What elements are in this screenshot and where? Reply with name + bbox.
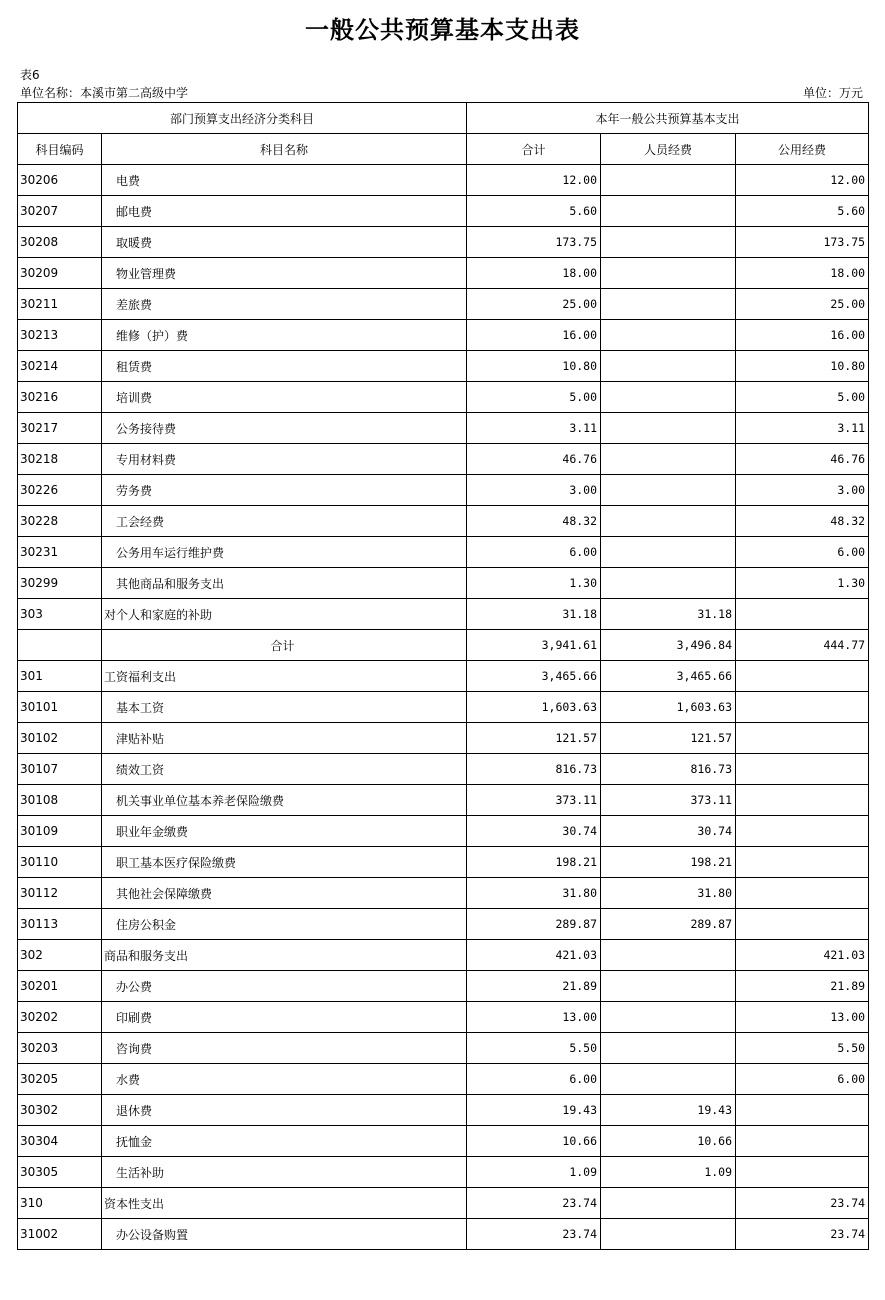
header-code: 科目编码 (18, 134, 102, 165)
row-name: 退休费 (102, 1095, 467, 1126)
row-public (736, 661, 869, 692)
row-name: 物业管理费 (102, 258, 467, 289)
row-public (736, 1157, 869, 1188)
row-code: 30304 (18, 1126, 102, 1157)
row-personnel (601, 537, 736, 568)
table-row (18, 568, 869, 599)
row-total: 816.73 (467, 754, 601, 785)
row-total: 31.18 (467, 599, 601, 630)
table-row (18, 878, 869, 909)
budget-table (17, 102, 869, 1250)
row-code: 30107 (18, 754, 102, 785)
row-public (736, 1095, 869, 1126)
row-code: 302 (18, 940, 102, 971)
row-name: 公务用车运行维护费 (102, 537, 467, 568)
row-public: 421.03 (736, 940, 869, 971)
row-public (736, 847, 869, 878)
row-personnel (601, 196, 736, 227)
row-name: 差旅费 (102, 289, 467, 320)
header-column-row (18, 134, 869, 165)
row-code: 30217 (18, 413, 102, 444)
row-name: 培训费 (102, 382, 467, 413)
currency-unit: 单位：万元 (802, 86, 863, 100)
row-personnel (601, 258, 736, 289)
row-code: 30207 (18, 196, 102, 227)
table-row (18, 537, 869, 568)
row-total: 48.32 (467, 506, 601, 537)
header-personnel: 人员经费 (601, 134, 736, 165)
row-total: 373.11 (467, 785, 601, 816)
row-name: 劳务费 (102, 475, 467, 506)
row-name: 工会经费 (102, 506, 467, 537)
row-public: 6.00 (736, 1064, 869, 1095)
row-total: 3.11 (467, 413, 601, 444)
table-row (18, 661, 869, 692)
row-public (736, 785, 869, 816)
row-personnel: 289.87 (601, 909, 736, 940)
row-code: 30110 (18, 847, 102, 878)
row-code: 30305 (18, 1157, 102, 1188)
row-code: 30214 (18, 351, 102, 382)
row-public (736, 816, 869, 847)
row-code: 310 (18, 1188, 102, 1219)
row-public (736, 878, 869, 909)
table-row (18, 196, 869, 227)
table-row (18, 506, 869, 537)
row-total: 5.60 (467, 196, 601, 227)
table-row (18, 1002, 869, 1033)
row-name: 维修（护）费 (102, 320, 467, 351)
row-total: 421.03 (467, 940, 601, 971)
row-personnel (601, 971, 736, 1002)
row-total: 19.43 (467, 1095, 601, 1126)
row-code: 30216 (18, 382, 102, 413)
row-code: 301 (18, 661, 102, 692)
table-row (18, 227, 869, 258)
row-personnel: 3,465.66 (601, 661, 736, 692)
table-row (18, 940, 869, 971)
row-public: 18.00 (736, 258, 869, 289)
row-personnel: 10.66 (601, 1126, 736, 1157)
row-code: 30101 (18, 692, 102, 723)
row-code: 30108 (18, 785, 102, 816)
row-name: 住房公积金 (102, 909, 467, 940)
row-personnel: 373.11 (601, 785, 736, 816)
row-name: 水费 (102, 1064, 467, 1095)
row-total: 10.80 (467, 351, 601, 382)
row-name: 工资福利支出 (102, 661, 467, 692)
header-total: 合计 (467, 134, 601, 165)
row-code: 30226 (18, 475, 102, 506)
row-name: 办公设备购置 (102, 1219, 467, 1250)
row-personnel (601, 289, 736, 320)
row-code (18, 630, 102, 661)
row-total: 30.74 (467, 816, 601, 847)
row-public: 5.50 (736, 1033, 869, 1064)
row-personnel (601, 351, 736, 382)
row-public: 12.00 (736, 165, 869, 196)
row-public (736, 1126, 869, 1157)
row-total: 10.66 (467, 1126, 601, 1157)
row-code: 30208 (18, 227, 102, 258)
row-code: 30109 (18, 816, 102, 847)
table-row (18, 909, 869, 940)
row-public: 1.30 (736, 568, 869, 599)
row-name: 资本性支出 (102, 1188, 467, 1219)
row-name: 商品和服务支出 (102, 940, 467, 971)
row-name: 基本工资 (102, 692, 467, 723)
row-personnel (601, 444, 736, 475)
row-public (736, 723, 869, 754)
table-row (18, 258, 869, 289)
table-row (18, 165, 869, 196)
row-public: 6.00 (736, 537, 869, 568)
row-code: 30209 (18, 258, 102, 289)
table-row (18, 382, 869, 413)
row-code: 30202 (18, 1002, 102, 1033)
row-total: 1.30 (467, 568, 601, 599)
row-name: 绩效工资 (102, 754, 467, 785)
row-public: 46.76 (736, 444, 869, 475)
table-row (18, 1126, 869, 1157)
header-group-left: 部门预算支出经济分类科目 (18, 103, 467, 134)
row-personnel (601, 382, 736, 413)
table-row (18, 692, 869, 723)
row-personnel (601, 475, 736, 506)
row-personnel (601, 568, 736, 599)
row-total: 16.00 (467, 320, 601, 351)
table-row (18, 475, 869, 506)
table-row (18, 1095, 869, 1126)
row-code: 30203 (18, 1033, 102, 1064)
row-personnel: 30.74 (601, 816, 736, 847)
row-personnel (601, 320, 736, 351)
table-row (18, 351, 869, 382)
row-public: 16.00 (736, 320, 869, 351)
table-row (18, 785, 869, 816)
row-public: 3.00 (736, 475, 869, 506)
row-personnel (601, 940, 736, 971)
row-name: 咨询费 (102, 1033, 467, 1064)
row-public: 13.00 (736, 1002, 869, 1033)
row-personnel (601, 506, 736, 537)
row-name: 津贴补贴 (102, 723, 467, 754)
row-name: 抚恤金 (102, 1126, 467, 1157)
row-code: 30218 (18, 444, 102, 475)
row-total: 5.50 (467, 1033, 601, 1064)
table-row (18, 599, 869, 630)
row-total: 21.89 (467, 971, 601, 1002)
row-code: 30102 (18, 723, 102, 754)
table-row (18, 320, 869, 351)
table-row (18, 1064, 869, 1095)
row-public: 444.77 (736, 630, 869, 661)
row-public (736, 692, 869, 723)
row-personnel (601, 1002, 736, 1033)
row-total: 6.00 (467, 1064, 601, 1095)
row-total: 173.75 (467, 227, 601, 258)
row-code: 30206 (18, 165, 102, 196)
row-total: 25.00 (467, 289, 601, 320)
row-public (736, 909, 869, 940)
row-total: 46.76 (467, 444, 601, 475)
row-name: 办公费 (102, 971, 467, 1002)
row-public: 5.60 (736, 196, 869, 227)
row-personnel (601, 413, 736, 444)
row-personnel (601, 1188, 736, 1219)
row-name: 邮电费 (102, 196, 467, 227)
table-row (18, 816, 869, 847)
row-personnel: 816.73 (601, 754, 736, 785)
row-name: 其他商品和服务支出 (102, 568, 467, 599)
table-row (18, 1157, 869, 1188)
row-total: 3,465.66 (467, 661, 601, 692)
row-public: 21.89 (736, 971, 869, 1002)
table-number: 表6 (20, 68, 40, 82)
row-name: 公务接待费 (102, 413, 467, 444)
row-public (736, 599, 869, 630)
row-personnel (601, 1033, 736, 1064)
row-public: 173.75 (736, 227, 869, 258)
row-public: 25.00 (736, 289, 869, 320)
header-public: 公用经费 (736, 134, 869, 165)
row-total: 5.00 (467, 382, 601, 413)
row-public: 5.00 (736, 382, 869, 413)
row-code: 30231 (18, 537, 102, 568)
row-code: 30205 (18, 1064, 102, 1095)
row-name: 电费 (102, 165, 467, 196)
row-total: 121.57 (467, 723, 601, 754)
row-total: 1.09 (467, 1157, 601, 1188)
row-code: 30211 (18, 289, 102, 320)
table-row (18, 413, 869, 444)
row-code: 30213 (18, 320, 102, 351)
row-total: 18.00 (467, 258, 601, 289)
table-row (18, 723, 869, 754)
table-row (18, 971, 869, 1002)
row-total: 12.00 (467, 165, 601, 196)
row-code: 31002 (18, 1219, 102, 1250)
table-row (18, 754, 869, 785)
row-personnel (601, 165, 736, 196)
row-total: 23.74 (467, 1188, 601, 1219)
row-total: 13.00 (467, 1002, 601, 1033)
table-row (18, 444, 869, 475)
row-total: 289.87 (467, 909, 601, 940)
row-public: 10.80 (736, 351, 869, 382)
row-name: 职业年金缴费 (102, 816, 467, 847)
table-row (18, 1219, 869, 1250)
row-total: 3,941.61 (467, 630, 601, 661)
row-code: 30299 (18, 568, 102, 599)
row-name: 机关事业单位基本养老保险缴费 (102, 785, 467, 816)
row-name: 合计 (102, 630, 467, 661)
row-total: 23.74 (467, 1219, 601, 1250)
row-name: 专用材料费 (102, 444, 467, 475)
page-title: 一般公共预算基本支出表 (305, 15, 580, 44)
row-code: 30228 (18, 506, 102, 537)
row-total: 198.21 (467, 847, 601, 878)
table-row (18, 289, 869, 320)
row-public (736, 754, 869, 785)
row-total: 3.00 (467, 475, 601, 506)
table-row (18, 1033, 869, 1064)
row-personnel: 19.43 (601, 1095, 736, 1126)
row-code: 30113 (18, 909, 102, 940)
unit-name: 单位名称：本溪市第二高级中学 (20, 86, 189, 100)
row-name: 生活补助 (102, 1157, 467, 1188)
row-code: 30112 (18, 878, 102, 909)
row-public: 23.74 (736, 1188, 869, 1219)
row-name: 印刷费 (102, 1002, 467, 1033)
row-name: 取暖费 (102, 227, 467, 258)
row-name: 对个人和家庭的补助 (102, 599, 467, 630)
row-public: 48.32 (736, 506, 869, 537)
row-personnel (601, 1064, 736, 1095)
row-personnel: 1.09 (601, 1157, 736, 1188)
row-code: 30201 (18, 971, 102, 1002)
row-total: 6.00 (467, 537, 601, 568)
row-personnel (601, 227, 736, 258)
row-personnel: 31.80 (601, 878, 736, 909)
row-total: 31.80 (467, 878, 601, 909)
total-row (18, 630, 869, 661)
table-row (18, 847, 869, 878)
header-group-row (18, 103, 869, 134)
row-code: 30302 (18, 1095, 102, 1126)
row-code: 303 (18, 599, 102, 630)
row-personnel (601, 1219, 736, 1250)
row-name: 其他社会保障缴费 (102, 878, 467, 909)
row-public: 23.74 (736, 1219, 869, 1250)
table-row (18, 1188, 869, 1219)
row-name: 租赁费 (102, 351, 467, 382)
header-name: 科目名称 (102, 134, 467, 165)
header-group-right: 本年一般公共预算基本支出 (467, 103, 869, 134)
row-personnel: 1,603.63 (601, 692, 736, 723)
row-personnel: 3,496.84 (601, 630, 736, 661)
row-personnel: 31.18 (601, 599, 736, 630)
row-personnel: 121.57 (601, 723, 736, 754)
row-public: 3.11 (736, 413, 869, 444)
row-name: 职工基本医疗保险缴费 (102, 847, 467, 878)
row-personnel: 198.21 (601, 847, 736, 878)
row-total: 1,603.63 (467, 692, 601, 723)
